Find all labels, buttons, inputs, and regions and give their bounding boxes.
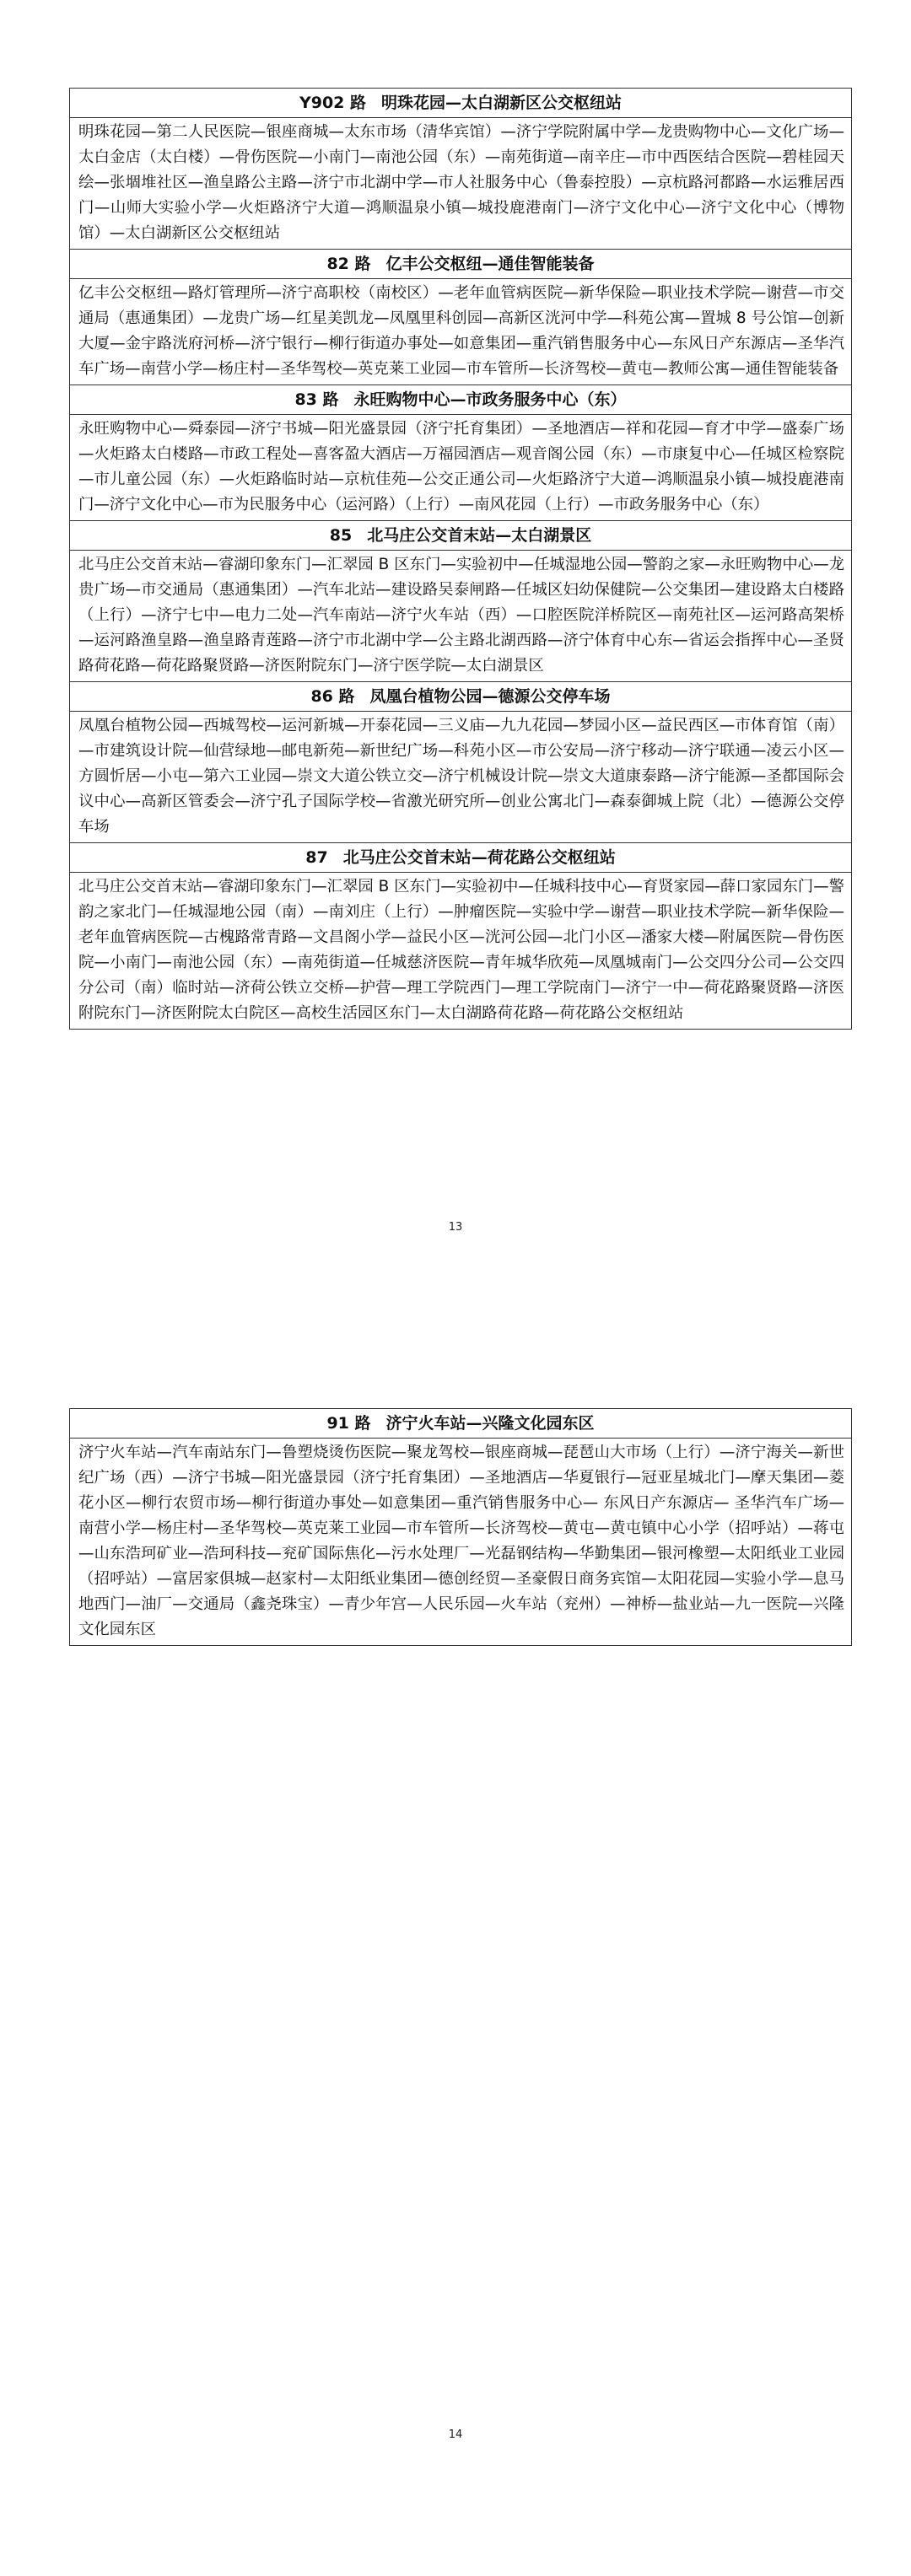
route-stops: 凤凰台植物公园—西城驾校—运河新城—开泰花园—三义庙—九九花园—梦园小区—益民西区—市体育馆（南）—市建筑设计院—仙营绿地—邮电新苑—新世纪广场—科苑小区—市公安局—济宁移动—济宁联通—凌云小区—方圆忻居—小屯—第六工业园—崇文大道公铁立交—济宁机械设计院—崇文大道康泰路—济宁能源—圣都国际会议中心—高新区管委会—济宁孔子国际学校—省激光研究所—创业公寓北门—森泰御城上院（北）—德源公交停车场 xyxy=(78,717,844,836)
page-13 xyxy=(0,0,911,1265)
route-stops: 明珠花园—第二人民医院—银座商城—太东市场（清华宾馆）—济宁学院附属中学—龙贵购物中心—文化广场—太白金店（太白楼）—骨伤医院—小南门—南池公园（东）—南苑街道—南辛庄—市中西医结合医院—碧桂园天绘—张堌堆社区—渔皇路公主路—济宁市北湖中学—市人社服务中心（鲁泰控股）—京杭路河都路—水运雅居西门—山师大实验小学—火炬路济宁大道—鸿顺温泉小镇—城投鹿港南门—济宁文化中心—济宁文化中心（博物馆）—太白湖新区公交枢纽站 xyxy=(78,123,844,242)
route-block-91 xyxy=(70,1409,851,1645)
route-title: 北马庄公交首末站—太白湖景区 xyxy=(367,526,592,545)
route-number: 85 xyxy=(329,526,353,545)
route-number: 87 xyxy=(305,848,328,867)
route-stops: 北马庄公交首末站—睿湖印象东门—汇翠园 B 区东门—实验初中—任城科技中心—育贤家园—薛口家园东门—警韵之家北门—任城湿地公园（南）—南刘庄（上行）—肿瘤医院—实验中学—谢营—职业技术学院—新华保险—老年血管病医院—古槐路常青路—文昌阁小学—益民小区—洸河公园—北门小区—潘家大楼—附属医院—骨伤医院—小南门—南池公园（东）—南苑街道—任城慈济医院—青年城华欣苑—凤凰城南门—公交四分公司—公交四分公司（南）临时站—济荷公铁立交桥—护营—理工学院西门—理工学院南门—济宁一中—荷花路聚贤路—济医附院东门—济医附院太白院区—高校生活园区东门—太白湖路荷花路—荷花路公交枢纽站 xyxy=(78,878,844,1022)
route-header xyxy=(70,682,851,712)
route-block-87 xyxy=(70,842,851,1029)
route-block-85 xyxy=(70,520,851,681)
route-header xyxy=(70,89,851,118)
route-stops: 济宁火车站—汽车南站东门—鲁塑烧烫伤医院—聚龙驾校—银座商城—琵琶山大市场（上行）—济宁海关—新世纪广场（西）—济宁书城—阳光盛景园（济宁托育集团）—圣地酒店—华夏银行—冠亚星城北门—摩天集团—菱花小区—柳行农贸市场—柳行街道办事处—如意集团—重汽销售服务中心— 东风日产东源店— 圣华汽车广场—南营小学—杨庄村—圣华驾校—英克莱工业园—市车管所—长济驾校—黄屯—黄屯镇中心小学（招呼站）—蒋屯—山东浩珂矿业—浩珂科技—兖矿国际焦化—污水处理厂—光磊钢结构—华勤集团—银河橡塑—太阳纸业工业园（招呼站）—富居家俱城—赵家村—太阳纸业集团—德创经贸—圣豪假日商务宾馆—太阳花园—实验小学—息马地西门—油厂—交通局（鑫尧珠宝）—青少年宫—人民乐园—火车站（兖州）—神桥—盐业站—九一医院—兴隆文化园东区 xyxy=(78,1444,844,1638)
route-stops: 亿丰公交枢纽—路灯管理所—济宁高职校（南校区）—老年血管病医院—新华保险—职业技术学院—谢营—市交通局（惠通集团）—龙贵广场—红星美凯龙—凤凰里科创园—高新区洸河中学—科苑公寓—置城 8 号公馆—创新大厦—金宇路洸府河桥—济宁银行—柳行街道办事处—如意集团—重汽销售服务中心—东风日产东源店—圣华汽车广场—南营小学—杨庄村—圣华驾校—英克莱工业园—市车管所—长济驾校—黄屯—教师公寓—通佳智能装备 xyxy=(78,284,844,378)
route-title: 明珠花园—太白湖新区公交枢纽站 xyxy=(381,94,623,112)
route-number: 86 路 xyxy=(310,687,355,706)
route-number: 83 路 xyxy=(294,390,339,409)
route-title: 北马庄公交首末站—荷花路公交枢纽站 xyxy=(342,848,616,867)
route-header xyxy=(70,385,851,415)
page-number: 14 xyxy=(448,2428,463,2441)
route-number: Y902 路 xyxy=(299,94,367,112)
route-title: 亿丰公交枢纽—通佳智能装备 xyxy=(385,255,595,273)
route-title: 济宁火车站—兴隆文化园东区 xyxy=(385,1414,595,1433)
route-stops: 永旺购物中心—舜泰园—济宁书城—阳光盛景园（济宁托育集团）—圣地酒店—祥和花园—育才中学—盛泰广场—火炬路太白楼路—市政工程处—喜客盈大酒店—万福园酒店—观音阁公园（东）—市康复中心—任城区检察院—市儿童公园（东）—火炬路临时站—京杭佳苑—公交正通公司—火炬路济宁大道—鸿顺温泉小镇—城投鹿港南门—济宁文化中心—市为民服务中心（运河路）（上行）—南风花园（上行）—市政务服务中心（东） xyxy=(78,420,844,514)
page-14 xyxy=(0,1265,911,2576)
route-number: 91 路 xyxy=(326,1414,371,1433)
route-block-83 xyxy=(70,385,851,520)
route-table xyxy=(69,1408,852,1646)
route-table xyxy=(69,88,852,1030)
page-number: 13 xyxy=(448,1221,463,1234)
route-block-y902 xyxy=(70,89,851,249)
route-stops: 北马庄公交首末站—睿湖印象东门—汇翠园 B 区东门—实验初中—任城湿地公园—警韵之家—永旺购物中心—龙贵广场—市交通局（惠通集团）—汽车北站—建设路吴泰闸路—任城区妇幼保健院—公交集团—建设路太白楼路（上行）—济宁七中—电力二处—汽车南站—济宁火车站（西）—口腔医院洋桥院区—南苑社区—运河路高架桥—运河路渔皇路—渔皇路青莲路—济宁市北湖中学—公主路北湖西路—济宁体育中心东—省运会指挥中心—圣贤路荷花路—荷花路聚贤路—济医附院东门—济宁医学院—太白湖景区 xyxy=(78,556,844,675)
route-title: 凤凰台植物公园—德源公交停车场 xyxy=(369,687,611,706)
route-number: 82 路 xyxy=(326,255,371,273)
route-header xyxy=(70,843,851,873)
route-block-86 xyxy=(70,681,851,842)
route-header xyxy=(70,1409,851,1439)
route-header xyxy=(70,250,851,279)
route-title: 永旺购物中心—市政务服务中心（东） xyxy=(353,390,627,409)
route-block-82 xyxy=(70,249,851,385)
route-header xyxy=(70,521,851,551)
